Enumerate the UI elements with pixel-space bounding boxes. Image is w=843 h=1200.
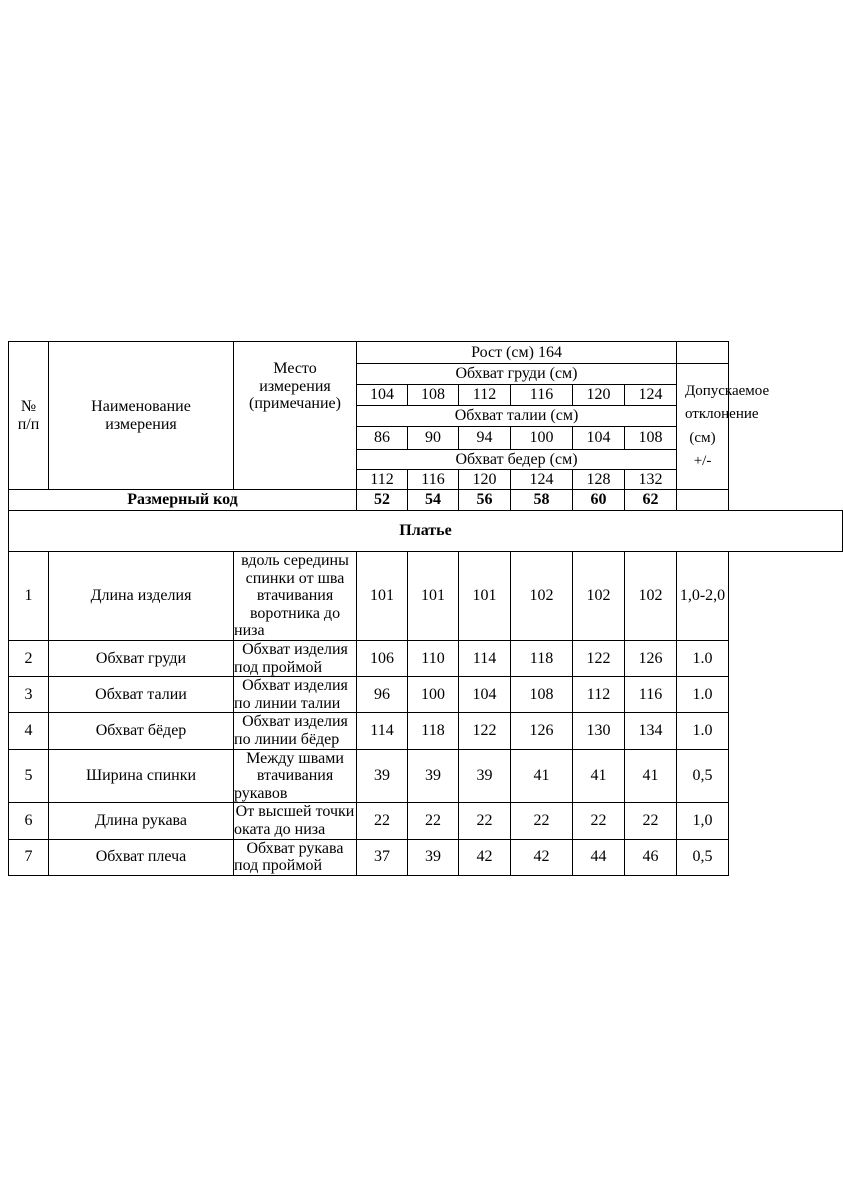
row-name: Длина рукава [49,803,234,839]
row-value: 108 [511,677,573,713]
row-name: Обхват бёдер [49,713,234,749]
row-value: 102 [625,552,677,641]
waist-value: 100 [511,427,573,450]
row-value: 39 [408,749,459,803]
row-place: Обхват изделия под проймой [234,640,357,676]
row-value: 42 [459,839,511,875]
table-row [9,640,843,676]
row-value: 22 [625,803,677,839]
row-tolerance: 0,5 [677,749,729,803]
row-value: 130 [573,713,625,749]
header-tolerance: Допускаемое отклонение (см) +/- [677,364,729,490]
header-height: Рост (см) 164 [357,342,677,364]
row-value: 41 [573,749,625,803]
row-value: 37 [357,839,408,875]
table-row [9,839,843,875]
row-value: 106 [357,640,408,676]
row-number: 1 [9,552,49,641]
row-number: 7 [9,839,49,875]
row-value: 41 [511,749,573,803]
header-row-height [9,342,843,364]
size-table [8,341,843,876]
row-value: 46 [625,839,677,875]
row-value: 102 [573,552,625,641]
waist-value: 94 [459,427,511,450]
row-value: 122 [459,713,511,749]
hips-value: 116 [408,470,459,490]
row-value: 100 [408,677,459,713]
waist-value: 86 [357,427,408,450]
row-value: 134 [625,713,677,749]
row-tolerance: 1.0 [677,640,729,676]
row-number: 5 [9,749,49,803]
header-place: Место измерения (примечание) [234,342,357,490]
row-value: 114 [459,640,511,676]
header-blank [677,342,729,364]
row-value: 22 [573,803,625,839]
size-code-value: 56 [459,490,511,511]
size-code-value: 60 [573,490,625,511]
row-value: 101 [408,552,459,641]
row-number: 6 [9,803,49,839]
row-place: Обхват рукава под проймой [234,839,357,875]
row-value: 44 [573,839,625,875]
row-value: 102 [511,552,573,641]
row-value: 22 [408,803,459,839]
row-place: От высшей точки оката до низа [234,803,357,839]
table-row [9,749,843,803]
hips-value: 112 [357,470,408,490]
row-value: 101 [357,552,408,641]
size-code-label: Размерный код [9,490,357,511]
header-waist: Обхват талии (см) [357,406,677,427]
hips-value: 120 [459,470,511,490]
row-value: 22 [459,803,511,839]
header-chest: Обхват груди (см) [357,364,677,385]
hips-value: 128 [573,470,625,490]
row-value: 116 [625,677,677,713]
waist-value: 90 [408,427,459,450]
row-place: Обхват изделия по линии бёдер [234,713,357,749]
row-name: Обхват плеча [49,839,234,875]
hips-value: 124 [511,470,573,490]
waist-value: 108 [625,427,677,450]
row-value: 114 [357,713,408,749]
row-value: 118 [408,713,459,749]
waist-value: 104 [573,427,625,450]
header-hips: Обхват бедер (см) [357,450,677,470]
section-row [9,511,843,552]
section-title: Платье [9,511,843,552]
size-code-value: 52 [357,490,408,511]
row-value: 104 [459,677,511,713]
row-tolerance: 1,0-2,0 [677,552,729,641]
chest-value: 108 [408,385,459,406]
row-tolerance: 1,0 [677,803,729,839]
row-number: 3 [9,677,49,713]
row-value: 96 [357,677,408,713]
row-value: 126 [625,640,677,676]
size-code-value: 62 [625,490,677,511]
row-place: Между швами втачивания рукавов [234,749,357,803]
row-value: 118 [511,640,573,676]
chest-value: 124 [625,385,677,406]
row-value: 42 [511,839,573,875]
row-value: 112 [573,677,625,713]
row-value: 110 [408,640,459,676]
row-value: 122 [573,640,625,676]
table-row [9,713,843,749]
table-row [9,803,843,839]
row-value: 39 [408,839,459,875]
row-value: 39 [357,749,408,803]
row-value: 39 [459,749,511,803]
hips-value: 132 [625,470,677,490]
row-name: Ширина спинки [49,749,234,803]
row-name: Обхват талии [49,677,234,713]
row-name: Длина изделия [49,552,234,641]
row-tolerance: 1.0 [677,713,729,749]
table-row [9,552,843,641]
table-row [9,677,843,713]
row-value: 22 [357,803,408,839]
size-code-value: 58 [511,490,573,511]
row-place: Обхват изделия по линии талии [234,677,357,713]
row-place: вдоль середины спинки от шва втачивания воротника до низа [234,552,357,641]
row-tolerance: 1.0 [677,677,729,713]
row-number: 4 [9,713,49,749]
row-value: 22 [511,803,573,839]
header-name: Наименование измерения [49,342,234,490]
header-num: № п/п [9,342,49,490]
row-value: 101 [459,552,511,641]
chest-value: 116 [511,385,573,406]
row-name: Обхват груди [49,640,234,676]
size-code-blank [677,490,729,511]
chest-value: 120 [573,385,625,406]
size-code-value: 54 [408,490,459,511]
row-tolerance: 0,5 [677,839,729,875]
chest-value: 112 [459,385,511,406]
row-number: 2 [9,640,49,676]
chest-value: 104 [357,385,408,406]
size-code-row [9,490,843,511]
row-value: 126 [511,713,573,749]
row-value: 41 [625,749,677,803]
